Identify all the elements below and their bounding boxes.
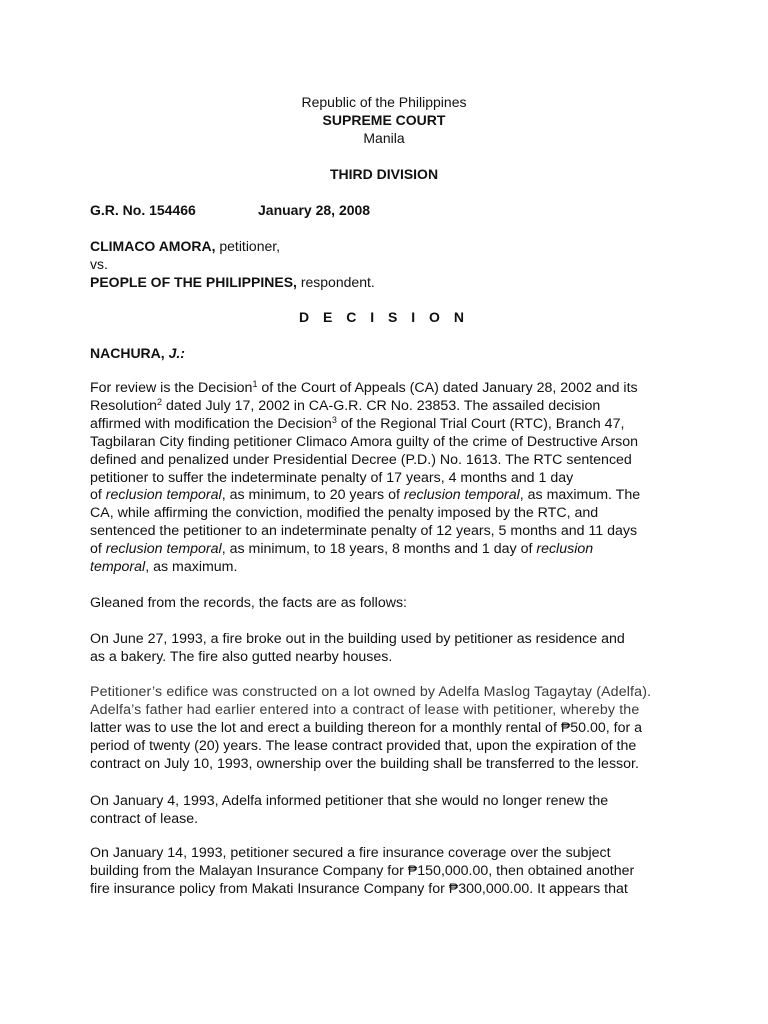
paragraph-5	[90, 793, 680, 829]
italic-term: reclusion	[536, 541, 594, 558]
gr-number: G.R. No. 154466	[90, 202, 196, 218]
footnote-ref-1: 1	[252, 379, 258, 389]
text-line: Gleaned from the records, the facts are as follows:	[90, 595, 408, 611]
respondent-role: respondent.	[296, 274, 375, 290]
text-segment: of	[90, 487, 106, 504]
text-line: sentenced the petitioner to an indeterminate penalty of 12 years, 5 months and 11 days	[90, 523, 638, 540]
italic-term: reclusion temporal	[105, 541, 222, 558]
text-line: Petitioner’s edifice was constructed on a lot owned by Adelfa Maslog Tagaytay (Adelfa).	[90, 684, 652, 700]
italic-term: temporal	[90, 559, 146, 576]
italic-term: reclusion temporal	[403, 487, 520, 504]
division-name: THIRD DIVISION	[329, 166, 439, 182]
text-line: On January 4, 1993, Adelfa informed petitioner that she would no longer renew the	[90, 793, 609, 809]
text-line: CA, while affirming the conviction, modified the penalty imposed by the RTC, and	[90, 505, 599, 522]
petitioner-name: CLIMACO AMORA,	[90, 238, 216, 254]
text-line: as a bakery. The fire also gutted nearby houses.	[90, 648, 393, 665]
footnote-ref-2: 2	[157, 396, 163, 407]
text-segment: For review is the Decision	[90, 380, 253, 396]
text-segment: dated July 17, 2002 in CA-G.R. CR No. 23853. The assailed decision	[162, 397, 601, 414]
text-line: building from the Malayan Insurance Company for ₱150,000.00, then obtained another	[90, 862, 635, 879]
text-line: petitioner to suffer the indeterminate penalty of 17 years, 4 months and 1 day	[90, 469, 574, 486]
paragraph-3	[90, 631, 680, 667]
ponente-name: NACHURA,	[90, 345, 169, 361]
text-segment: of the Regional Trial Court (RTC), Branch 47,	[336, 415, 625, 432]
text-segment: , as minimum, to 20 years of	[221, 487, 404, 504]
text-line: contract of lease.	[90, 810, 199, 827]
italic-term: reclusion temporal	[105, 487, 222, 504]
paragraph-6	[90, 845, 680, 899]
text-line: period of twenty (20) years. The lease contract provided that, upon the expiration of the	[90, 737, 637, 754]
republic-line: Republic of the Philippines	[301, 94, 467, 110]
text-line: On January 14, 1993, petitioner secured a fire insurance coverage over the subject	[90, 845, 611, 861]
ponente	[90, 344, 185, 362]
text-segment: Resolution	[90, 397, 158, 414]
court-city: Manila	[363, 130, 405, 146]
text-line: defined and penalized under Presidential Decree (P.D.) No. 1613. The RTC sentenced	[90, 451, 632, 468]
text-line: On June 27, 1993, a fire broke out in the building used by petitioner as residence and	[90, 631, 625, 647]
paragraph-2	[90, 595, 680, 613]
text-line: contract on July 10, 1993, ownership over the building shall be transferred to the lessor.	[90, 755, 639, 772]
text-line: fire insurance policy from Makati Insurance Company for ₱300,000.00. It appears that	[90, 880, 628, 897]
paragraph-1	[90, 380, 680, 577]
text-segment: , as maximum. The	[519, 487, 641, 504]
decision-title: D E C I S I O N	[299, 309, 469, 325]
text-line: latter was to use the lot and erect a building thereon for a monthly rental of ₱50.00, for a	[90, 719, 643, 736]
respondent-line	[90, 273, 375, 291]
petitioner-line	[90, 237, 280, 255]
text-line: Adelfa’s father had earlier entered into a contract of lease with petitioner, whereby the	[90, 701, 640, 718]
text-segment: , as minimum, to 18 years, 8 months and 1 day of	[221, 541, 537, 558]
text-segment: of the Court of Appeals (CA) dated January 28, 2002 and its	[257, 380, 638, 396]
ponente-suffix: J.:	[168, 345, 185, 361]
versus: vs.	[90, 256, 108, 272]
text-line: Tagbilaran City finding petitioner Climaco Amora guilty of the crime of Destructive Arson	[90, 433, 639, 450]
text-segment: , as maximum.	[145, 559, 238, 576]
respondent-name: PEOPLE OF THE PHILIPPINES,	[90, 274, 297, 290]
paragraph-4	[90, 684, 680, 774]
court-name: SUPREME COURT	[322, 112, 446, 128]
text-segment: of	[90, 541, 106, 558]
text-segment: affirmed with modification the Decision	[90, 415, 332, 432]
footnote-ref-3: 3	[331, 414, 337, 425]
case-date: January 28, 2008	[258, 202, 371, 218]
petitioner-role: petitioner,	[215, 238, 281, 254]
